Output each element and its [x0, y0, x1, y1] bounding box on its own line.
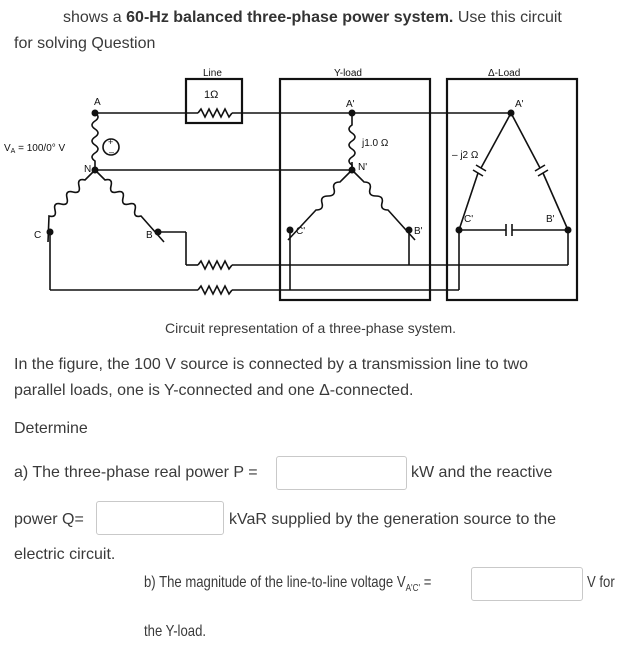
node-c1-dot	[287, 227, 294, 234]
intro-tail: Use this circuit	[453, 9, 562, 26]
minus-sign: –	[109, 147, 115, 157]
node-c1-label: C'	[296, 226, 306, 237]
node-b-dot	[155, 229, 162, 236]
intro-line-2: for solving Question	[14, 35, 156, 52]
question-a-line2-post: kVaR supplied by the generation source to the	[229, 511, 557, 528]
paragraph-line-2: parallel loads, one is Y-connected and one Δ-connected.	[14, 382, 414, 399]
paragraph-line-1: In the figure, the 100 V source is connected by a transmission line to two	[14, 356, 529, 373]
reactive-power-input[interactable]	[96, 501, 224, 535]
node-a-dot	[92, 110, 99, 117]
source-coil-b	[95, 170, 164, 242]
determine-heading: Determine	[14, 420, 88, 437]
plus-sign: +	[108, 137, 114, 147]
figure-caption: Circuit representation of a three-phase system.	[165, 320, 457, 336]
node-a-label: A	[94, 97, 101, 108]
real-power-input[interactable]	[276, 456, 407, 490]
question-b-eq: =	[420, 574, 432, 591]
source-voltage-label: $V_A = 100/0^\circ$ V	[4, 143, 66, 155]
node-c-dot	[47, 229, 54, 236]
question-b-line2: the Y-load.	[144, 623, 207, 640]
node-b1-dot	[406, 227, 413, 234]
question-b-post: V for	[587, 574, 615, 591]
line-label: Line	[203, 68, 222, 79]
node-n-dot	[92, 167, 99, 174]
node-n1-dot	[349, 167, 356, 174]
delta-impedance-label: – j2 Ω	[452, 150, 479, 161]
resistor-b	[198, 261, 232, 269]
question-b-text: b) The magnitude of the line-to-line voltage V	[144, 574, 406, 591]
delta-a1-label: A'	[515, 99, 524, 110]
line-resistance-label: 1Ω	[204, 89, 219, 101]
source-coil-a	[92, 113, 98, 170]
line-voltage-input[interactable]	[471, 567, 583, 601]
node-a1-dot	[349, 110, 356, 117]
resistor-c	[198, 286, 232, 294]
source-coil-c	[48, 170, 95, 242]
question-a-pre: a) The three-phase real power P =	[14, 464, 258, 481]
question-b-sub: A'C'	[405, 583, 421, 595]
delta-b1-label: B'	[546, 214, 555, 225]
node-c-label: C	[34, 230, 42, 241]
node-b1-label: B'	[414, 226, 423, 237]
question-b-pre	[144, 573, 431, 599]
delta-c1-dot	[456, 227, 463, 234]
node-n1-label: N'	[358, 162, 368, 173]
question-a-line3: electric circuit.	[14, 546, 116, 563]
intro-bold: 60-Hz balanced three-phase power system.	[126, 9, 454, 26]
node-b-label: B	[146, 230, 153, 241]
node-a1-label: A'	[346, 99, 355, 110]
circuit-diagram	[0, 60, 633, 315]
intro-line-1	[63, 8, 562, 28]
resistor-a	[198, 109, 232, 117]
question-a-line2-pre: power Q=	[14, 511, 84, 528]
delta-a1-dot	[508, 110, 515, 117]
y-coil-a	[349, 113, 355, 170]
node-n-label: N	[84, 164, 92, 175]
y-impedance-label: j1.0 Ω	[362, 138, 389, 149]
question-a-post: kW and the reactive	[411, 464, 553, 481]
y-load-label: Y-load	[334, 68, 362, 79]
delta-c1-label: C'	[464, 214, 474, 225]
delta-b1-dot	[565, 227, 572, 234]
intro-lead: shows a	[63, 9, 127, 26]
delta-load-label: Δ-Load	[488, 68, 521, 79]
